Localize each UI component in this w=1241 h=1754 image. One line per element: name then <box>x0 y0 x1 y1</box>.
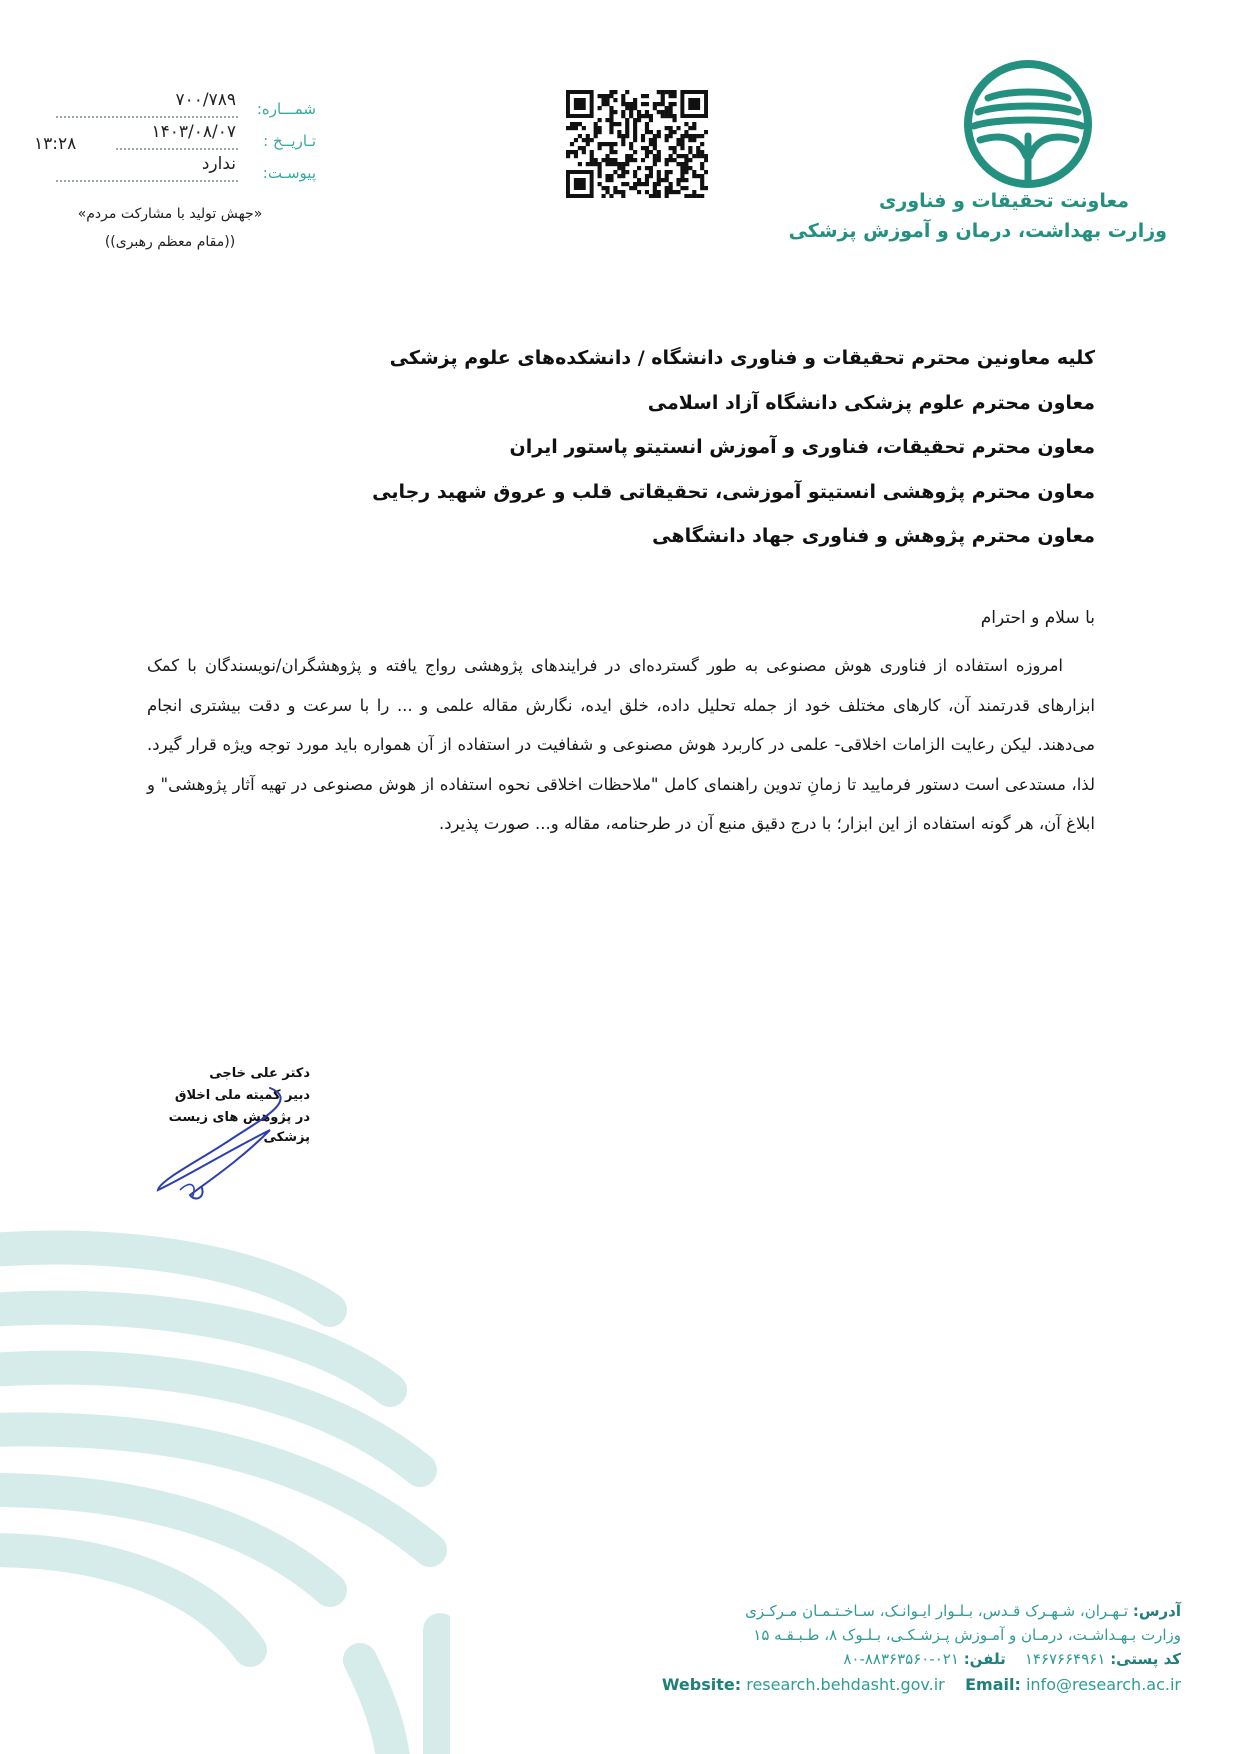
letter-date-label: تـاریــخ : <box>263 132 316 150</box>
greeting: با سلام و احترام <box>980 608 1095 628</box>
letter-number-label: شمـــاره: <box>256 100 316 118</box>
signature-name: دکتر علی خاجی <box>209 1066 310 1081</box>
footer-address-label: آدرس: <box>1132 1602 1181 1620</box>
letter-time-value: ۱۳:۲۸ <box>34 134 77 154</box>
logo-title: معاونت تحقیقات و فناوری <box>879 190 1129 212</box>
letter-attachment-label: پیوسـت: <box>262 164 316 182</box>
letter-date-row <box>34 122 316 158</box>
footer-address-value: تـهـران، شـهـرک قـدس، بـلـوار ایـوانـک، سـاخـتـمـان مـرکـزی <box>745 1602 1129 1620</box>
quote-line-1: «جهش تولید با مشارکت مردم» <box>77 206 263 222</box>
qr-code <box>566 90 708 198</box>
signature-title-2: در پژوهش های زیست پزشکی <box>168 1110 310 1145</box>
footer-phone-value: ۰۲۱-۸۸۳۶۳۵۶۰-۸۰ <box>843 1650 959 1668</box>
footer-phone-label: تلفن: <box>963 1650 1006 1668</box>
footer-email-label: Email: <box>965 1675 1021 1694</box>
quote-line-2: ((مقام معظم رهبری)) <box>104 234 236 250</box>
footer-address-line-1 <box>745 1602 1181 1620</box>
recipient-line: معاون محترم علوم پزشکی دانشگاه آزاد اسلامی <box>647 391 1095 414</box>
footer-web-line <box>662 1675 1181 1694</box>
recipients-block <box>372 336 1095 559</box>
footer-postal-value: ۱۴۶۷۶۶۴۹۶۱ <box>1024 1650 1106 1668</box>
ministry-logo-icon <box>938 60 1118 188</box>
letter-attachment-row <box>56 154 316 190</box>
footer-website-label: Website: <box>661 1675 742 1694</box>
footer-address-line-2: وزارت بـهـداشـت، درمـان و آمـوزش پـزشـکـی، بـلـوک ۸، طـبـقـه ۱۵ <box>753 1626 1181 1644</box>
letter-body: امروزه استفاده از فناوری هوش مصنوعی به طور گسترده‌ای در فرایندهای پژوهشی رواج یافته و پژوهشگران/نویسندگان با کمک ابزارهای قدرتمند آن، کارهای مختلف خود از جمله تحلیل داده، خلق ایده، نگارش مقاله علمی و ... را با سرعت و دقت بیشتری انجام می‌دهند. لیکن رعایت الزامات اخلاقی- علمی در کاربرد هوش مصنوعی و شفافیت در استفاده از آن همواره باید مورد توجه ویژه قرار گیرد. لذا، مستدعی است دستور فرمایید تا زمانِ تدوین راهنمای کامل "ملاحظات اخلاقی نحوه استفاده از هوش مصنوعی در تهیه آثار پژوهشی" و ابلاغ آن، هر گونه استفاده از این ابزار؛ با درج دقیق منبع آن در طرحنامه، مقاله و... صورت پذیرد. <box>147 656 1095 833</box>
recipient-line: معاون محترم تحقیقات، فناوری و آموزش انستیتو پاستور ایران <box>509 436 1095 458</box>
footer-contact-line <box>843 1650 1181 1668</box>
recipient-line: معاون محترم پژوهش و فناوری جهاد دانشگاهی <box>652 525 1095 547</box>
letter-number-value: ۷۰۰/۷۸۹ <box>175 90 236 110</box>
footer-website-link[interactable]: research.behdasht.gov.ir <box>746 1675 945 1694</box>
signature-title-1: دبیر کمیته ملی اخلاق <box>174 1088 310 1103</box>
dotted-line <box>116 148 238 150</box>
letter-attachment-value: ندارد <box>201 154 236 174</box>
background-pattern <box>0 1230 450 1754</box>
recipient-line: کلیه معاونین محترم تحقیقات و فناوری دانشگاه / دانشکده‌های علوم پزشکی <box>389 347 1095 369</box>
dotted-line <box>56 180 238 182</box>
recipient-line: معاون محترم پژوهشی انستیتو آموزشی، تحقیقاتی قلب و عروق شهید رجایی <box>372 480 1095 503</box>
footer-email-link[interactable]: info@research.ac.ir <box>1025 1675 1181 1694</box>
handwritten-signature <box>150 1080 310 1210</box>
logo-subtitle: وزارت بهداشت، درمان و آموزش پزشکی <box>788 220 1167 242</box>
letter-date-value: ۱۴۰۳/۰۸/۰۷ <box>151 122 236 142</box>
footer-postal-label: کد پستی: <box>1110 1650 1181 1668</box>
dotted-line <box>56 116 238 118</box>
